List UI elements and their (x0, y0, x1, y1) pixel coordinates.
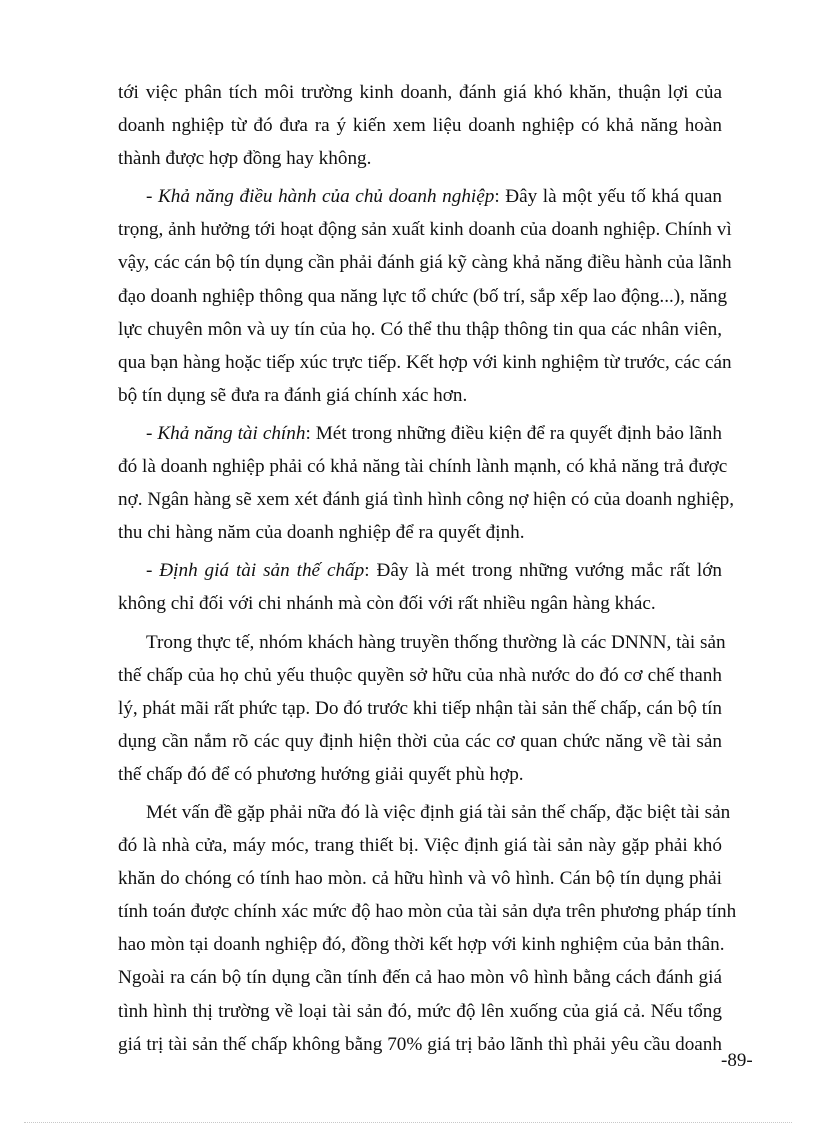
italic-heading: Khả năng điều hành của chủ doanh nghiệp (157, 186, 495, 208)
text-span: : Mét trong những điều kiện để ra quyết định bảo lãnh (305, 422, 722, 444)
paragraph (118, 76, 722, 175)
text-line: tới việc phân tích môi trường kinh doanh, đánh giá khó khăn, thuận lợi của (118, 82, 722, 103)
text-span: : Đây là một yếu tố khá quan (494, 186, 723, 208)
text-line: thế chấp đó để có phương hướng giải quyết phù hợp. (118, 763, 524, 785)
text-line: qua bạn hàng hoặc tiếp xúc trực tiếp. Kết hợp với kinh nghiệm từ trước, các cán (118, 351, 732, 373)
text-line: trọng, ảnh hưởng tới hoạt động sản xuất kinh doanh của doanh nghiệp. Chính vì (118, 219, 732, 241)
text-line: nợ. Ngân hàng sẽ xem xét đánh giá tình hình công nợ hiện có của doanh nghiệp, (118, 489, 735, 511)
text-line: Mét vấn đề gặp phải nữa đó là việc định giá tài sản thế chấp, đặc biệt tài sản (146, 801, 731, 823)
paragraph (118, 626, 726, 791)
text-line (118, 180, 722, 213)
text-line: thế chấp của họ chủ yếu thuộc quyền sở hữu của nhà nước do đó cơ chế thanh (118, 664, 722, 686)
paragraph (118, 554, 722, 620)
text-line: hao mòn tại doanh nghiệp đó, đồng thời kết hợp với kinh nghiệm của bản thân. (118, 934, 725, 956)
paragraph (118, 796, 737, 1061)
text-span: : Đây là mét trong những vướng mắc rất lớn (364, 560, 722, 582)
text-line: lực chuyên môn và uy tín của họ. Có thể thu thập thông tin qua các nhân viên, (118, 318, 722, 340)
text-line: doanh nghiệp từ đó đưa ra ý kiến xem liệu doanh nghiệp có khả năng hoàn (118, 115, 722, 137)
text-line: dụng cần nắm rõ các quy định hiện thời của các cơ quan chức năng về tài sản (118, 730, 722, 752)
text-line (118, 417, 722, 450)
text-line: khăn do chóng có tính hao mòn. cả hữu hình và vô hình. Cán bộ tín dụng phải (118, 868, 722, 890)
italic-heading: Định giá tài sản thế chấp (159, 560, 365, 582)
bullet-dash: - (146, 186, 158, 208)
text-line: đó là nhà cửa, máy móc, trang thiết bị. Việc định giá tài sản này gặp phải khó (118, 835, 722, 857)
text-line (118, 554, 722, 587)
text-line: Ngoài ra cán bộ tín dụng cần tính đến cả hao mòn vô hình bằng cách đánh giá (118, 967, 722, 989)
text-line: đạo doanh nghiệp thông qua năng lực tổ chức (bố trí, sắp xếp lao động...), năng (118, 285, 728, 307)
text-line: tính toán được chính xác mức độ hao mòn của tài sản dựa trên phương pháp tính (118, 901, 737, 923)
text-line: lý, phát mãi rất phức tạp. Do đó trước khi tiếp nhận tài sản thế chấp, cán bộ tín (118, 697, 722, 719)
document-body (118, 76, 737, 1061)
text-line: tình hình thị trường về loại tài sản đó, mức độ lên xuống của giá cả. Nếu tổng (118, 1000, 722, 1022)
paragraph (118, 417, 735, 549)
text-line: vậy, các cán bộ tín dụng cần phải đánh giá kỹ càng khả năng điều hành của lãnh (118, 252, 732, 274)
text-line: thành được hợp đồng hay không. (118, 148, 372, 170)
text-line: đó là doanh nghiệp phải có khả năng tài chính lành mạnh, có khả năng trả được (118, 456, 728, 478)
text-line: Trong thực tế, nhóm khách hàng truyền thống thường là các DNNN, tài sản (146, 631, 726, 653)
bullet-dash: - (146, 422, 158, 444)
text-line: thu chi hàng năm của doanh nghiệp để ra quyết định. (118, 522, 525, 544)
paragraph (118, 180, 732, 412)
text-line: không chỉ đối với chi nhánh mà còn đối với rất nhiều ngân hàng khác. (118, 593, 656, 615)
page-number: -89- (721, 1050, 753, 1071)
bullet-dash: - (146, 560, 160, 582)
italic-heading: Khả năng tài chính (157, 422, 306, 444)
text-line: bộ tín dụng sẽ đưa ra đánh giá chính xác hơn. (118, 384, 468, 406)
text-line: giá trị tài sản thế chấp không bằng 70% giá trị bảo lãnh thì phải yêu cầu doanh (118, 1033, 722, 1055)
